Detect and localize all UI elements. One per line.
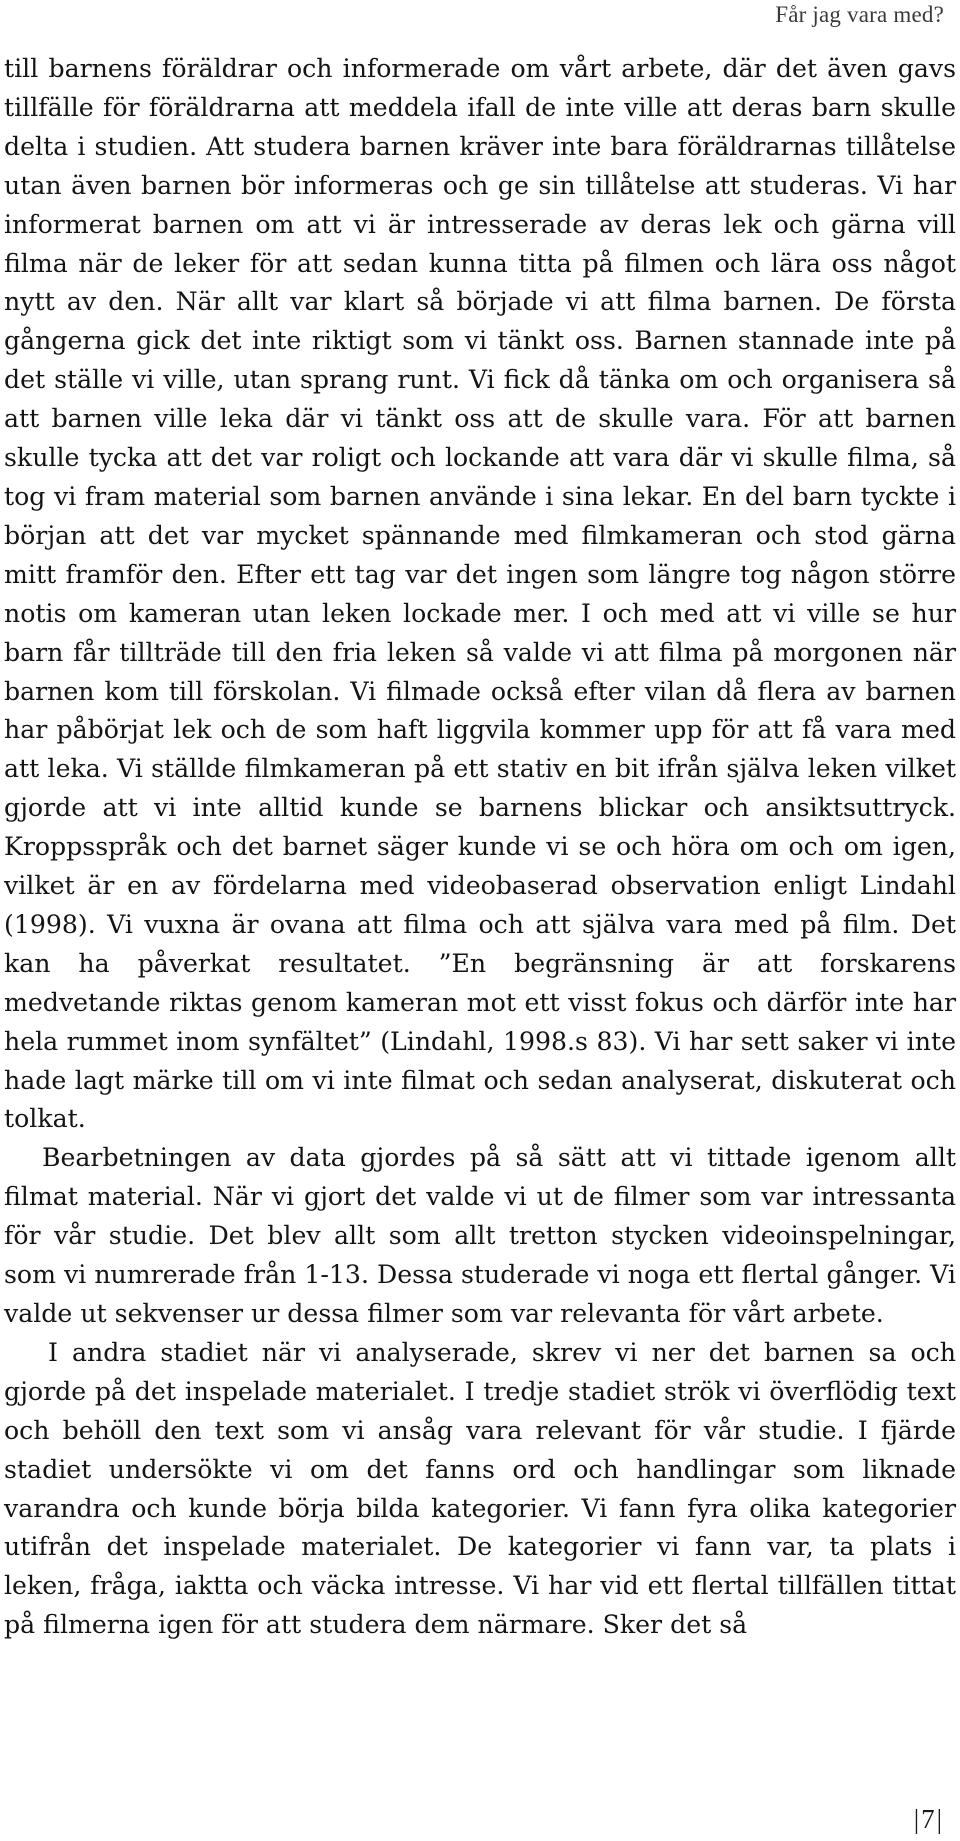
body-text <box>4 50 956 1645</box>
paragraph: till barnens föräldrar och informerade om vårt arbete, där det även gavs tillfälle för föräldrarna att meddela ifall de inte ville att deras barn skulle delta i studien. Att studera barnen kräver inte bara föräldrarnas tillåtelse utan även barnen bör informeras och ge sin tillåtelse att studeras. Vi har informerat barnen om att vi är intresserade av deras lek och gärna vill filma när de leker för att sedan kunna titta på filmen och lära oss något nytt av den. När allt var klart så började vi att filma barnen. De första gångerna gick det inte riktigt som vi tänkt oss. Barnen stannade inte på det ställe vi ville, utan sprang runt. Vi fick då tänka om och organisera så att barnen ville leka där vi tänkt oss att de skulle vara. För att barnen skulle tycka att det var roligt och lockande att vara där vi skulle filma, så tog vi fram material som barnen använde i sina lekar. En del barn tyckte i början att det var mycket spännande med filmkameran och stod gärna mitt framför den. Efter ett tag var det ingen som längre tog någon större notis om kameran utan leken lockade mer. I och med att vi ville se hur barn får tillträde till den fria leken så valde vi att filma på morgonen när barnen kom till förskolan. Vi filmade också efter vilan då flera av barnen har påbörjat lek och de som haft liggvila kommer upp för att få vara med att leka. Vi ställde filmkameran på ett stativ en bit ifrån själva leken vilket gjorde att vi inte alltid kunde se barnens blickar och ansiktsuttryck. Kroppsspråk och det barnet säger kunde vi se och höra om och om igen, vilket är en av fördelarna med videobaserad observation enligt Lindahl (1998). Vi vuxna är ovana att filma och att själva vara med på film. Det kan ha påverkat resultatet. ”En begränsning är att forskarens medvetande riktas genom kameran mot ett visst fokus och därför inte har hela rummet inom synfältet” (Lindahl, 1998.s 83). Vi har sett saker vi inte hade lagt märke till om vi inte filmat och sedan analyserat, diskuterat och tolkat. <box>4 54 956 1134</box>
running-header: Får jag vara med? <box>775 2 944 27</box>
page-number: |7| <box>913 1804 944 1834</box>
paragraph: I andra stadiet när vi analyserade, skrev vi ner det barnen sa och gjorde på det inspelade materialet. I tredje stadiet strök vi överflödig text och behöll den text som vi ansåg vara relevant för vår studie. I fjärde stadiet undersökte vi om det fanns ord och handlingar som liknade varandra och kunde börja bilda kategorier. Vi fann fyra olika kategorier utifrån det inspelade materialet. De kategorier vi fann var, ta plats i leken, fråga, iaktta och väcka intresse. Vi har vid ett flertal tillfällen tittat på filmerna igen för att studera dem närmare. Sker det så <box>4 1337 956 1640</box>
paragraph: Bearbetningen av data gjordes på så sätt att vi tittade igenom allt filmat material. När vi gjort det valde vi ut de filmer som var intressanta för vår studie. Det blev allt som allt tretton stycken videoinspelningar, som vi numrerade från 1-13. Dessa studerade vi noga ett flertal gånger. Vi valde ut sekvenser ur dessa filmer som var relevanta för vårt arbete. <box>4 1143 956 1328</box>
